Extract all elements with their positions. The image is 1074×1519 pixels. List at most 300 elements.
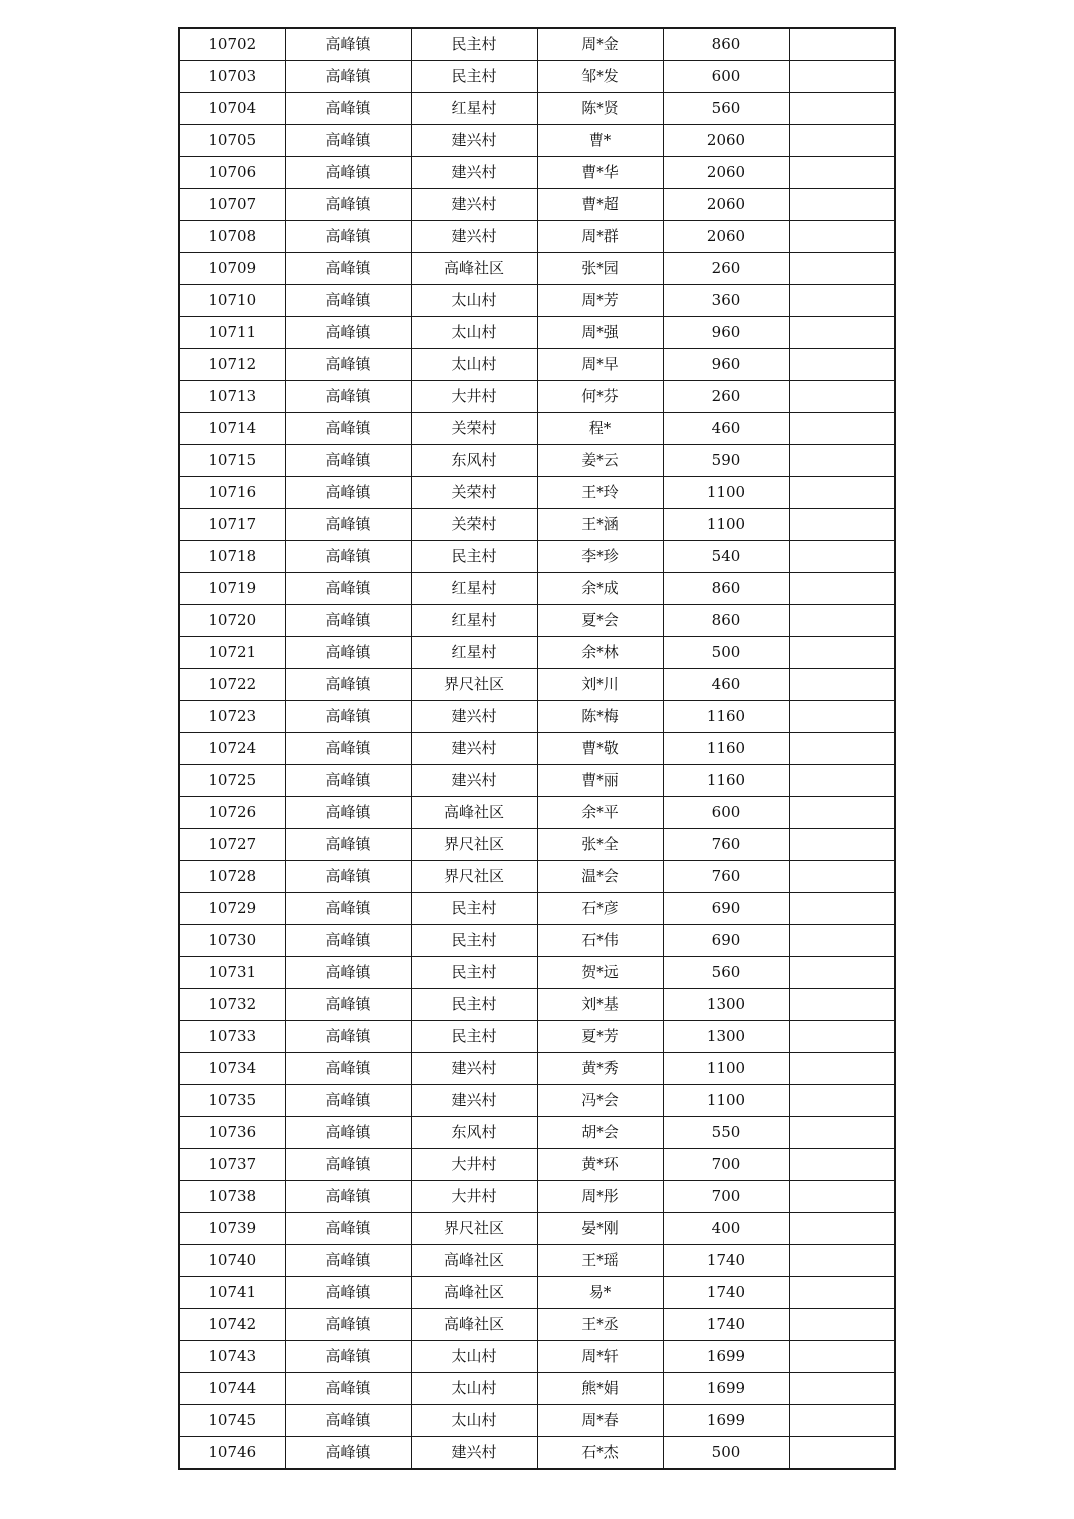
name-cell: 晏*刚 [537,1213,663,1245]
roster-table-body [179,28,895,1469]
note-cell [789,1309,895,1341]
table-row [179,1021,895,1053]
name-cell: 熊*娟 [537,1373,663,1405]
town-cell: 高峰镇 [285,1277,411,1309]
town-cell: 高峰镇 [285,1085,411,1117]
table-row [179,1053,895,1085]
row-id-cell: 10716 [179,477,285,509]
row-id-cell: 10733 [179,1021,285,1053]
row-id-cell: 10709 [179,253,285,285]
amount-cell: 500 [663,1437,789,1470]
note-cell [789,829,895,861]
name-cell: 夏*芳 [537,1021,663,1053]
name-cell: 周*金 [537,28,663,61]
note-cell [789,1213,895,1245]
table-row [179,381,895,413]
table-row [179,573,895,605]
row-id-cell: 10719 [179,573,285,605]
note-cell [789,285,895,317]
table-row [179,797,895,829]
name-cell: 周*轩 [537,1341,663,1373]
village-cell: 建兴村 [411,765,537,797]
town-cell: 高峰镇 [285,925,411,957]
town-cell: 高峰镇 [285,733,411,765]
note-cell [789,445,895,477]
amount-cell: 460 [663,413,789,445]
name-cell: 周*强 [537,317,663,349]
table-row [179,669,895,701]
row-id-cell: 10714 [179,413,285,445]
name-cell: 黄*环 [537,1149,663,1181]
village-cell: 红星村 [411,93,537,125]
town-cell: 高峰镇 [285,285,411,317]
amount-cell: 1740 [663,1277,789,1309]
row-id-cell: 10737 [179,1149,285,1181]
note-cell [789,381,895,413]
note-cell [789,61,895,93]
village-cell: 太山村 [411,349,537,381]
town-cell: 高峰镇 [285,1373,411,1405]
village-cell: 高峰社区 [411,1245,537,1277]
note-cell [789,1053,895,1085]
village-cell: 关荣村 [411,413,537,445]
name-cell: 周*早 [537,349,663,381]
name-cell: 刘*川 [537,669,663,701]
town-cell: 高峰镇 [285,1021,411,1053]
village-cell: 红星村 [411,605,537,637]
amount-cell: 2060 [663,221,789,253]
note-cell [789,317,895,349]
table-row [179,1277,895,1309]
note-cell [789,1341,895,1373]
row-id-cell: 10740 [179,1245,285,1277]
table-row [179,1149,895,1181]
name-cell: 李*珍 [537,541,663,573]
town-cell: 高峰镇 [285,989,411,1021]
village-cell: 建兴村 [411,1085,537,1117]
name-cell: 胡*会 [537,1117,663,1149]
town-cell: 高峰镇 [285,893,411,925]
row-id-cell: 10723 [179,701,285,733]
note-cell [789,125,895,157]
table-row [179,1309,895,1341]
town-cell: 高峰镇 [285,1437,411,1470]
table-row [179,28,895,61]
village-cell: 建兴村 [411,157,537,189]
row-id-cell: 10726 [179,797,285,829]
table-row [179,93,895,125]
note-cell [789,637,895,669]
row-id-cell: 10730 [179,925,285,957]
table-row [179,477,895,509]
village-cell: 建兴村 [411,701,537,733]
name-cell: 张*园 [537,253,663,285]
amount-cell: 960 [663,349,789,381]
amount-cell: 2060 [663,189,789,221]
town-cell: 高峰镇 [285,445,411,477]
row-id-cell: 10744 [179,1373,285,1405]
town-cell: 高峰镇 [285,317,411,349]
name-cell: 余*林 [537,637,663,669]
amount-cell: 600 [663,61,789,93]
amount-cell: 1699 [663,1341,789,1373]
row-id-cell: 10717 [179,509,285,541]
row-id-cell: 10708 [179,221,285,253]
amount-cell: 1300 [663,1021,789,1053]
table-row [179,605,895,637]
town-cell: 高峰镇 [285,701,411,733]
name-cell: 夏*会 [537,605,663,637]
village-cell: 建兴村 [411,125,537,157]
table-row [179,1085,895,1117]
village-cell: 红星村 [411,573,537,605]
note-cell [789,861,895,893]
table-row [179,829,895,861]
row-id-cell: 10738 [179,1181,285,1213]
town-cell: 高峰镇 [285,157,411,189]
note-cell [789,1405,895,1437]
town-cell: 高峰镇 [285,861,411,893]
town-cell: 高峰镇 [285,413,411,445]
village-cell: 太山村 [411,1373,537,1405]
town-cell: 高峰镇 [285,349,411,381]
table-row [179,125,895,157]
row-id-cell: 10703 [179,61,285,93]
village-cell: 民主村 [411,893,537,925]
name-cell: 周*春 [537,1405,663,1437]
village-cell: 建兴村 [411,221,537,253]
table-row [179,157,895,189]
row-id-cell: 10718 [179,541,285,573]
row-id-cell: 10715 [179,445,285,477]
table-row [179,733,895,765]
amount-cell: 600 [663,797,789,829]
town-cell: 高峰镇 [285,509,411,541]
amount-cell: 760 [663,829,789,861]
town-cell: 高峰镇 [285,765,411,797]
name-cell: 石*杰 [537,1437,663,1470]
town-cell: 高峰镇 [285,957,411,989]
village-cell: 民主村 [411,541,537,573]
row-id-cell: 10711 [179,317,285,349]
note-cell [789,797,895,829]
name-cell: 曹*敬 [537,733,663,765]
name-cell: 易* [537,1277,663,1309]
name-cell: 周*群 [537,221,663,253]
row-id-cell: 10720 [179,605,285,637]
town-cell: 高峰镇 [285,1181,411,1213]
village-cell: 建兴村 [411,189,537,221]
note-cell [789,1117,895,1149]
row-id-cell: 10727 [179,829,285,861]
amount-cell: 1100 [663,1053,789,1085]
village-cell: 界尺社区 [411,829,537,861]
village-cell: 民主村 [411,28,537,61]
table-row [179,221,895,253]
name-cell: 曹* [537,125,663,157]
amount-cell: 360 [663,285,789,317]
row-id-cell: 10704 [179,93,285,125]
note-cell [789,477,895,509]
note-cell [789,605,895,637]
town-cell: 高峰镇 [285,189,411,221]
note-cell [789,189,895,221]
town-cell: 高峰镇 [285,1117,411,1149]
town-cell: 高峰镇 [285,1149,411,1181]
amount-cell: 860 [663,573,789,605]
table-row [179,1117,895,1149]
town-cell: 高峰镇 [285,28,411,61]
name-cell: 贺*远 [537,957,663,989]
village-cell: 高峰社区 [411,797,537,829]
village-cell: 东风村 [411,1117,537,1149]
note-cell [789,989,895,1021]
table-row [179,1341,895,1373]
name-cell: 王*玲 [537,477,663,509]
row-id-cell: 10728 [179,861,285,893]
row-id-cell: 10745 [179,1405,285,1437]
town-cell: 高峰镇 [285,573,411,605]
village-cell: 太山村 [411,1405,537,1437]
amount-cell: 460 [663,669,789,701]
amount-cell: 860 [663,605,789,637]
table-row [179,1181,895,1213]
note-cell [789,1373,895,1405]
village-cell: 建兴村 [411,1437,537,1470]
town-cell: 高峰镇 [285,381,411,413]
town-cell: 高峰镇 [285,93,411,125]
amount-cell: 1160 [663,765,789,797]
town-cell: 高峰镇 [285,61,411,93]
row-id-cell: 10739 [179,1213,285,1245]
table-row [179,925,895,957]
amount-cell: 690 [663,893,789,925]
note-cell [789,1085,895,1117]
row-id-cell: 10732 [179,989,285,1021]
amount-cell: 2060 [663,125,789,157]
note-cell [789,1245,895,1277]
amount-cell: 1100 [663,1085,789,1117]
village-cell: 界尺社区 [411,1213,537,1245]
town-cell: 高峰镇 [285,253,411,285]
town-cell: 高峰镇 [285,1341,411,1373]
note-cell [789,957,895,989]
row-id-cell: 10713 [179,381,285,413]
village-cell: 界尺社区 [411,861,537,893]
row-id-cell: 10735 [179,1085,285,1117]
name-cell: 黄*秀 [537,1053,663,1085]
town-cell: 高峰镇 [285,125,411,157]
amount-cell: 400 [663,1213,789,1245]
note-cell [789,701,895,733]
name-cell: 余*平 [537,797,663,829]
amount-cell: 550 [663,1117,789,1149]
row-id-cell: 10724 [179,733,285,765]
amount-cell: 540 [663,541,789,573]
name-cell: 张*全 [537,829,663,861]
village-cell: 民主村 [411,61,537,93]
name-cell: 曹*超 [537,189,663,221]
amount-cell: 860 [663,28,789,61]
village-cell: 高峰社区 [411,1277,537,1309]
table-row [179,893,895,925]
name-cell: 王*瑶 [537,1245,663,1277]
row-id-cell: 10729 [179,893,285,925]
amount-cell: 1300 [663,989,789,1021]
row-id-cell: 10702 [179,28,285,61]
town-cell: 高峰镇 [285,669,411,701]
note-cell [789,1021,895,1053]
table-row [179,765,895,797]
note-cell [789,1149,895,1181]
town-cell: 高峰镇 [285,1309,411,1341]
amount-cell: 690 [663,925,789,957]
note-cell [789,733,895,765]
name-cell: 邹*发 [537,61,663,93]
row-id-cell: 10712 [179,349,285,381]
row-id-cell: 10722 [179,669,285,701]
village-cell: 东风村 [411,445,537,477]
amount-cell: 700 [663,1149,789,1181]
name-cell: 陈*贤 [537,93,663,125]
row-id-cell: 10725 [179,765,285,797]
name-cell: 冯*会 [537,1085,663,1117]
note-cell [789,1277,895,1309]
town-cell: 高峰镇 [285,477,411,509]
amount-cell: 1100 [663,509,789,541]
row-id-cell: 10734 [179,1053,285,1085]
amount-cell: 560 [663,93,789,125]
name-cell: 曹*华 [537,157,663,189]
name-cell: 刘*基 [537,989,663,1021]
village-cell: 大井村 [411,381,537,413]
amount-cell: 700 [663,1181,789,1213]
table-row [179,1373,895,1405]
village-cell: 界尺社区 [411,669,537,701]
town-cell: 高峰镇 [285,829,411,861]
row-id-cell: 10710 [179,285,285,317]
row-id-cell: 10707 [179,189,285,221]
name-cell: 王*丞 [537,1309,663,1341]
row-id-cell: 10705 [179,125,285,157]
note-cell [789,28,895,61]
table-row [179,445,895,477]
amount-cell: 1160 [663,701,789,733]
table-row [179,349,895,381]
amount-cell: 2060 [663,157,789,189]
village-cell: 高峰社区 [411,253,537,285]
village-cell: 民主村 [411,1021,537,1053]
village-cell: 大井村 [411,1149,537,1181]
note-cell [789,669,895,701]
name-cell: 石*彦 [537,893,663,925]
row-id-cell: 10743 [179,1341,285,1373]
village-cell: 建兴村 [411,733,537,765]
note-cell [789,157,895,189]
village-cell: 太山村 [411,285,537,317]
table-row [179,413,895,445]
name-cell: 姜*云 [537,445,663,477]
town-cell: 高峰镇 [285,541,411,573]
table-row [179,701,895,733]
row-id-cell: 10741 [179,1277,285,1309]
name-cell: 曹*丽 [537,765,663,797]
row-id-cell: 10731 [179,957,285,989]
village-cell: 红星村 [411,637,537,669]
name-cell: 王*涵 [537,509,663,541]
table-row [179,541,895,573]
table-row [179,1245,895,1277]
town-cell: 高峰镇 [285,797,411,829]
note-cell [789,221,895,253]
town-cell: 高峰镇 [285,1405,411,1437]
table-row [179,989,895,1021]
table-row [179,253,895,285]
name-cell: 程* [537,413,663,445]
table-row [179,317,895,349]
table-row [179,957,895,989]
amount-cell: 1160 [663,733,789,765]
village-cell: 高峰社区 [411,1309,537,1341]
row-id-cell: 10721 [179,637,285,669]
name-cell: 石*伟 [537,925,663,957]
note-cell [789,93,895,125]
amount-cell: 760 [663,861,789,893]
note-cell [789,253,895,285]
note-cell [789,765,895,797]
amount-cell: 260 [663,253,789,285]
table-row [179,861,895,893]
village-cell: 关荣村 [411,477,537,509]
row-id-cell: 10736 [179,1117,285,1149]
note-cell [789,893,895,925]
village-cell: 太山村 [411,1341,537,1373]
table-row [179,285,895,317]
note-cell [789,1181,895,1213]
name-cell: 余*成 [537,573,663,605]
amount-cell: 590 [663,445,789,477]
town-cell: 高峰镇 [285,637,411,669]
table-row [179,189,895,221]
table-row [179,1213,895,1245]
table-row [179,509,895,541]
town-cell: 高峰镇 [285,605,411,637]
note-cell [789,413,895,445]
amount-cell: 500 [663,637,789,669]
note-cell [789,509,895,541]
name-cell: 温*会 [537,861,663,893]
note-cell [789,349,895,381]
town-cell: 高峰镇 [285,1053,411,1085]
town-cell: 高峰镇 [285,221,411,253]
village-cell: 民主村 [411,957,537,989]
roster-table [178,27,896,1470]
table-row [179,1405,895,1437]
town-cell: 高峰镇 [285,1245,411,1277]
amount-cell: 1699 [663,1373,789,1405]
amount-cell: 1740 [663,1309,789,1341]
table-row [179,1437,895,1470]
village-cell: 关荣村 [411,509,537,541]
amount-cell: 260 [663,381,789,413]
amount-cell: 960 [663,317,789,349]
amount-cell: 1100 [663,477,789,509]
name-cell: 陈*梅 [537,701,663,733]
amount-cell: 1740 [663,1245,789,1277]
note-cell [789,573,895,605]
town-cell: 高峰镇 [285,1213,411,1245]
village-cell: 太山村 [411,317,537,349]
